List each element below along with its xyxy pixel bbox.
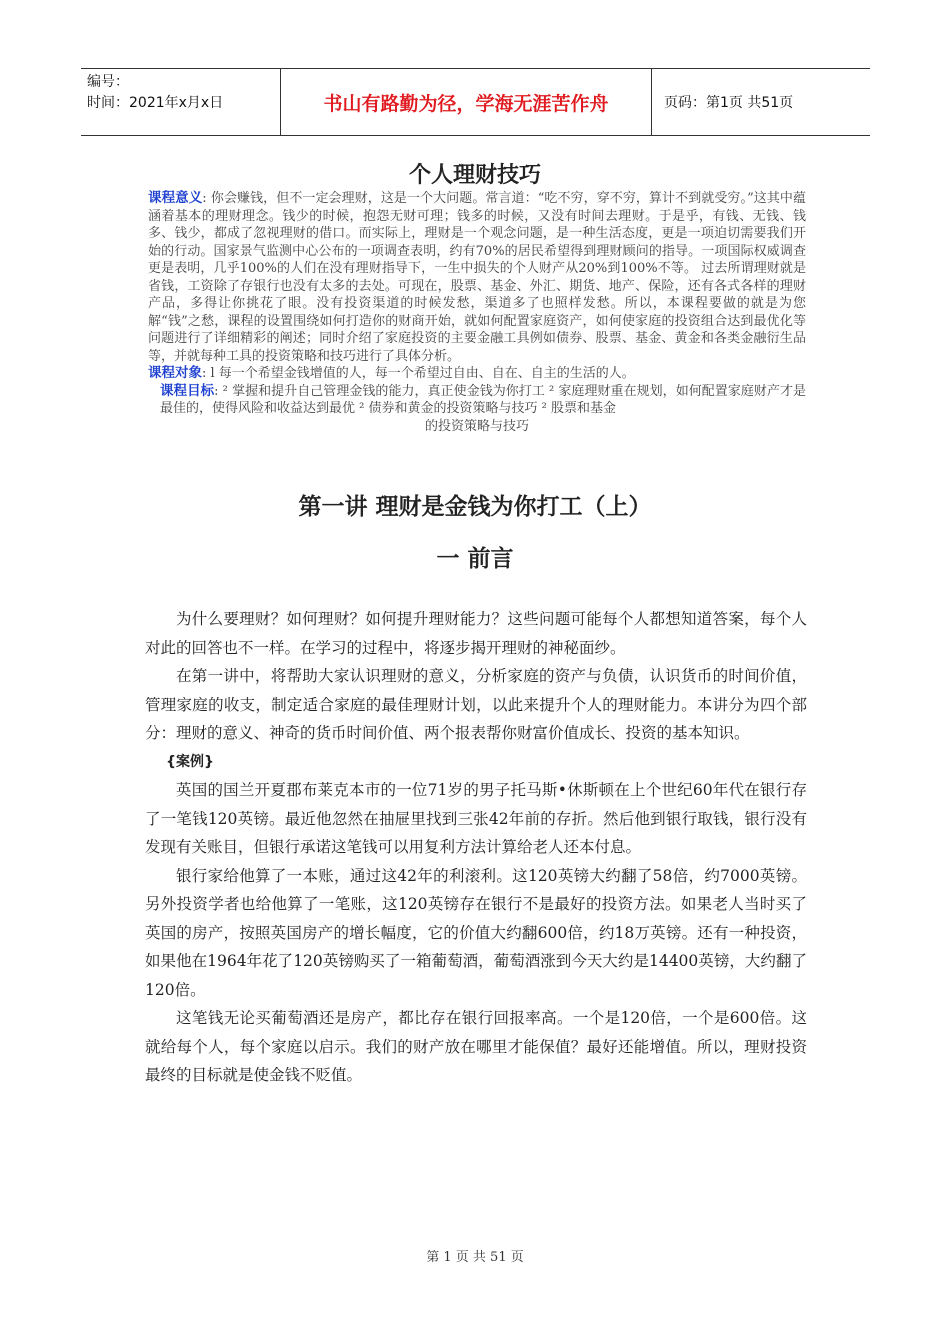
header-meta xyxy=(81,69,281,135)
header-page-info: 页码：第1页 共51页 xyxy=(664,95,794,111)
doc-time-label: 时间：2021年x月x日 xyxy=(87,95,224,111)
paragraph: 银行家给他算了一本账，通过这42年的利滚利。这120英镑大约翻了58倍，约7000英镑。另外投资学者也给他算了一笔账，这120英镑存在银行不是最好的投资方法。如果老人当时买了英国的房产，按照英国房产的增长幅度，它的价值大约翻600倍，约18万英镑。还有一种投资，如果他在1964年花了120英镑购买了一箱葡萄酒，葡萄酒涨到今天大约是14400英镑，大约翻了120倍。 xyxy=(145,866,807,999)
course-meaning-label: 课程意义 xyxy=(148,190,203,206)
paragraph: 这笔钱无论买葡萄酒还是房产，都比存在银行回报率高。一个是120倍，一个是600倍。这就给每个人，每个家庭以启示。我们的财产放在哪里才能保值？最好还能增值。所以，理财投资最终的目标就是使金钱不贬值。 xyxy=(145,1009,807,1084)
page-footer: 第 1 页 共 51 页 xyxy=(426,1250,524,1265)
course-goal-text: : ² 掌握和提升自己管理金钱的能力，真正使金钱为你打工 ² 家庭理财重在规划，如何配置家庭财产才是最佳的，使得风险和收益达到最优 ² 债券和黄金的投资策略与技巧 ² 股票和基金 xyxy=(160,383,806,416)
course-goal xyxy=(148,383,806,418)
course-goal-tail: 的投资策略与技巧 xyxy=(424,418,529,434)
course-intro xyxy=(148,190,806,435)
page-header xyxy=(81,68,870,136)
course-goal-label: 课程目标 xyxy=(160,382,215,399)
header-motto: 书山有路勤为径，学海无涯苦作舟 xyxy=(281,69,652,135)
paragraph: 英国的国兰开夏郡布莱克本市的一位71岁的男子托马斯•休斯顿在上个世纪60年代在银行存了一笔钱120英镑。最近他忽然在抽屉里找到三张42年前的存折。然后他到银行取钱，银行没有发现有关账目，但银行承诺这笔钱可以用复利方法计算给老人还本付息。 xyxy=(145,781,807,856)
lecture-title: 第一讲 理财是金钱为你打工（上） xyxy=(298,494,652,520)
document-title: 个人理财技巧 xyxy=(408,163,541,188)
case-label: {案例} xyxy=(166,753,214,770)
paragraph: 在第一讲中，将帮助大家认识理财的意义，分析家庭的资产与负债，认识货币的时间价值，管理家庭的收支，制定适合家庭的最佳理财计划，以此来提升个人的理财能力。本讲分为四个部分：理财的意义、神奇的货币时间价值、两个报表帮你财富价值成长、投资的基本知识。 xyxy=(145,667,807,742)
course-audience-label: 课程对象 xyxy=(148,365,202,381)
course-audience xyxy=(148,365,806,383)
course-meaning xyxy=(148,190,806,365)
course-audience-text: : l 每一个希望金钱增值的人，每一个希望过自由、自在、自主的生活的人。 xyxy=(202,366,635,381)
paragraph: 为什么要理财？如何理财？如何提升理财能力？这些问题可能每个人都想知道答案，每个人对此的回答也不一样。在学习的过程中，将逐步揭开理财的神秘面纱。 xyxy=(145,610,807,657)
section-title: 一 前言 xyxy=(436,546,514,572)
doc-number-label: 编号： xyxy=(87,74,129,90)
course-meaning-text: : 你会赚钱，但不一定会理财，这是一个大问题。常言道：“吃不穷，穿不穷，算计不到就受穷。”这其中蕴涵着基本的理财理念。钱少的时候，抱怨无财可理；钱多的时候，又没有时间去理财。于是乎，有钱、无钱、钱多、钱少，都成了忽视理财的借口。而实际上，理财是一个观念问题，是一种生活态度，更是一项迫切需要我们开始的行动。国家景气监测中心公布的一项调查表明，约有70%的居民希望得到理财顾问的指导。一项国际权威调查更是表明，几乎100%的人们在没有理财指导下，一生中损失的个人财产从20%到100%不等。 过去所谓理财就是省钱，工资除了存银行也没有太多的去处。可现在，股票、基金、外汇、期货、地产、保险，还有各式各样的理财产品，多得让你挑花了眼。没有投资渠道的时候发愁，渠道多了也照样发愁。所以，本课程要做的就是为您解“钱”之愁，课程的设置围绕如何打造你的财商开始，就如何配置家庭资产，如何使家庭的投资组合达到最优化等问题进行了详细精彩的阐述；同时介绍了家庭投资的主要金融工具例如债券、股票、基金、黄金和各类金融衍生品等，并就每种工具的投资策略和技巧进行了具体分析。 xyxy=(148,191,807,364)
body-text xyxy=(145,605,807,1090)
